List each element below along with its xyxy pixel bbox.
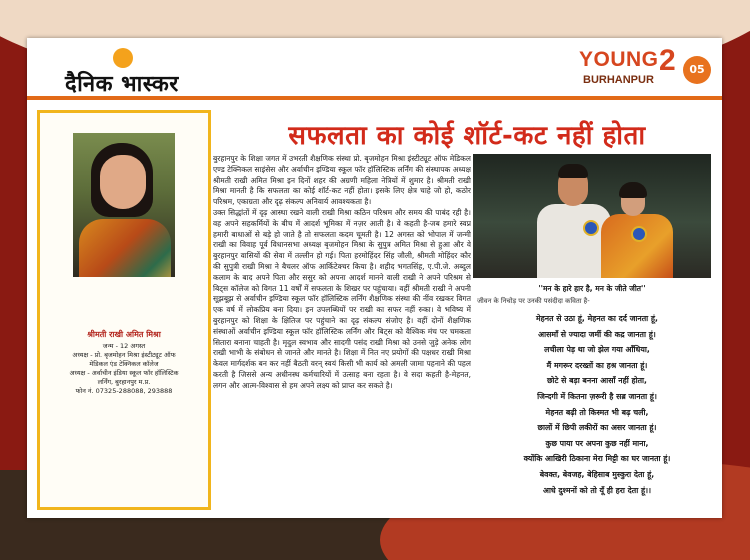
- poem-line: मैं मगरूर दरख्तों का हश्र जानता हूं।: [546, 360, 648, 370]
- newspaper-page: [27, 38, 722, 518]
- poem-line: क्योंकि आखिरी ठिकाना मेरा मिट्टी का घर जानता हूं।: [523, 454, 671, 464]
- supplement-city: BURHANPUR: [583, 74, 654, 86]
- sun-logo-icon: [113, 48, 133, 68]
- article-headline: सफलता का कोई शॉर्ट-कट नहीं होता: [288, 121, 646, 151]
- poem-intro: जीवन के निचोड़ पर उनकी पसंदीदा कविता है-: [477, 297, 590, 305]
- supplement-name: YOUNG: [579, 48, 659, 71]
- medal-icon: [583, 220, 599, 236]
- couple-photo: [473, 154, 711, 278]
- profile-line: लर्निंग, बुरहानपुर म.प्र.: [97, 378, 151, 386]
- poem-line: जिन्दगी में कितना ज़रूरी है सब्र जानता हूं।: [537, 391, 657, 401]
- poem-line: बेवक्त, बेवजह, बेहिसाब मुस्कुरा देता हूं,: [539, 469, 655, 479]
- profile-line: फोन नं. 07325-288088, 293888: [75, 387, 173, 395]
- masthead: [27, 38, 722, 100]
- article-paragraph: बुरहानपुर के शिक्षा जगत में उभरती शैक्षणिक संस्था प्रो. बृजमोहन मिश्रा इंस्टीट्यूट ऑफ मेडिकल एण्ड टेक्निकल साइंसेस और अर्वाचीन इण्डिया स्कूल फॉर हॉलिस्टिक लर्निंग की संस्थापक अध्यक्ष श्रीमती राखी अमित मिश्रा इन दिनों शहर की अग्रणी महिला नेत्रियों में शुमार है। श्रीमती राखी मिश्रा मानती है कि सफलता का कोई शॉर्ट-कट नहीं होता। इसके लिए क्षेत्र चाहे जो हो, कठोर परिश्रम, एकाग्रता और दृढ़ संकल्प अनिवार्य आवश्यकता है।: [213, 154, 471, 207]
- supplement-number: 2: [659, 44, 676, 77]
- article-paragraph: उक्त सिद्धांतों में दृढ़ आस्था रखने वाली राखी मिश्रा कठिन परिश्रम और समय की पाबंद रही है। वह अपने सहकर्मियों के बीच में आदर्श भूमिका में नज़र आती है। वे कहती है-जब हमारे स्वप्न हमारी बाधाओं से बड़े हो जाते है तो सफलता कदम चूमती है। 12 अगस्त को भोपाल में जन्मी राखी का विवाह पूर्व विधानसभा अध्यक्ष बृजमोहन मिश्रा के सुपुत्र अमित मिश्रा से हुआ और वे बुरहानपुर वासियों की सेवा में तल्लीन हो गई। पिता हरमोहिंदर सिंह जौली, श्रीमती मोहिंदर कौर की सुपुत्री राखी मिश्रा ने बैचलर ऑफ आर्किटेक्चर किया है। शहीद भगतसिंह, ए.पी.जे. अब्दुल कलाम के बाद अपने पिता और ससुर को अपना आदर्श मानने वाली राखी ने अपने परिश्रम से बिट्स कॉलेज को विगत 11 वर्षों में सफलता के शिखर पर पहुंचाया। वहीं श्रीमती राखी ने अपनी सूझबूझ से अर्वाचीन इण्डिया स्कूल फॉर हॉलिस्टिक लर्निंग शैक्षणिक संस्था की नींव रखकर विगत एक वर्ष में लोकप्रिय बना दिया। इन उपलब्धियों पर राखी का सफर नहीं रुका। वे भविष्य में बुरहानपुर को शिक्षा के क्षितिज पर पहुंचाने का दृढ़ संकल्प संजोए है। वहीं दोनों शैक्षणिक संस्थाओं अर्वाचीन इण्डिया स्कूल फॉर हॉलिस्टिक लर्निंग और बिट्स को वैश्विक मंच पर चमकता सितारा बनाना चाहती है। मृदुल स्वभाव और सादगी पसंद राखी मिश्रा को उनसे जुड़े अनेक लोग राखी भाभी के संबोधन से जानते और मानते है। शिक्षा में नित नए प्रयोगों की पक्षधर राखी मिश्रा केवल मार्गदर्शक बन कर नहीं बैठती वरन् स्वयं किसी भी कार्य को अमली जामा पहनाने की पहल करती है जिससे अन्य अधीनस्थ कर्मचारियों में उत्साह बना रहता है। वे सदा कहती है-मेहनत, लगन और आत्म-विश्वास से हम अपने लक्ष्य को प्राप्त कर सकते है।: [213, 207, 471, 390]
- photo-saree: [79, 219, 171, 277]
- profile-line: मेडिकल एंड टेक्निकल कॉलेज: [89, 360, 159, 368]
- profile-line: अध्यक्ष - अर्वाचीन इंडिया स्कूल फॉर हॉलिस्टिक: [69, 369, 179, 377]
- poem-line: छालों में छिपी लकीरों का असर जानता हूं।: [537, 423, 657, 433]
- poem-title: ''मन के हारे हार है, मन के जीते जीत'': [538, 284, 646, 293]
- article-body: [213, 154, 471, 506]
- photo-man-hair: [558, 164, 588, 178]
- page-number-badge: 05: [683, 56, 711, 84]
- poem-line: मेहनत से उठा हूं, मेहनत का दर्द जानता हूं,: [535, 314, 659, 323]
- poem-line: लचीला पेड़ था जो झेल गया आँधिया,: [544, 345, 650, 355]
- photo-man-shirt: [537, 204, 611, 278]
- poem-line: आधे दुश्मनों को तो यूँ ही हरा देता हूं।।: [542, 485, 652, 495]
- poem-line: कुछ पाया पर अपना कुछ नहीं माना,: [545, 438, 649, 448]
- profile-name: श्रीमती राखी अमित मिश्रा: [87, 330, 161, 339]
- poem-line: मेहनत बढ़ी तो किस्मत भी बढ़ चली,: [545, 407, 649, 417]
- profile-sidebar: [37, 110, 211, 510]
- newspaper-brand: दैनिक भास्कर: [65, 71, 179, 97]
- profile-line: अध्यक्ष - प्रो. बृजमोहन मिश्रा इंस्टीट्यूट ऑफ: [72, 351, 176, 359]
- poem-line: आसमाँ से ज्यादा जमीं की कद्र जानता हूं।: [538, 329, 656, 339]
- poem: [477, 311, 717, 498]
- medal-icon: [631, 226, 647, 242]
- photo-face: [100, 155, 146, 209]
- profile-line: जन्म - 12 अगस्त: [102, 342, 146, 350]
- photo-woman-saree: [601, 214, 673, 278]
- photo-woman-hair: [619, 182, 647, 198]
- poem-line: छोटे से बड़ा बनना आसाँ नहीं होता,: [546, 376, 648, 386]
- profile-photo: [73, 133, 175, 277]
